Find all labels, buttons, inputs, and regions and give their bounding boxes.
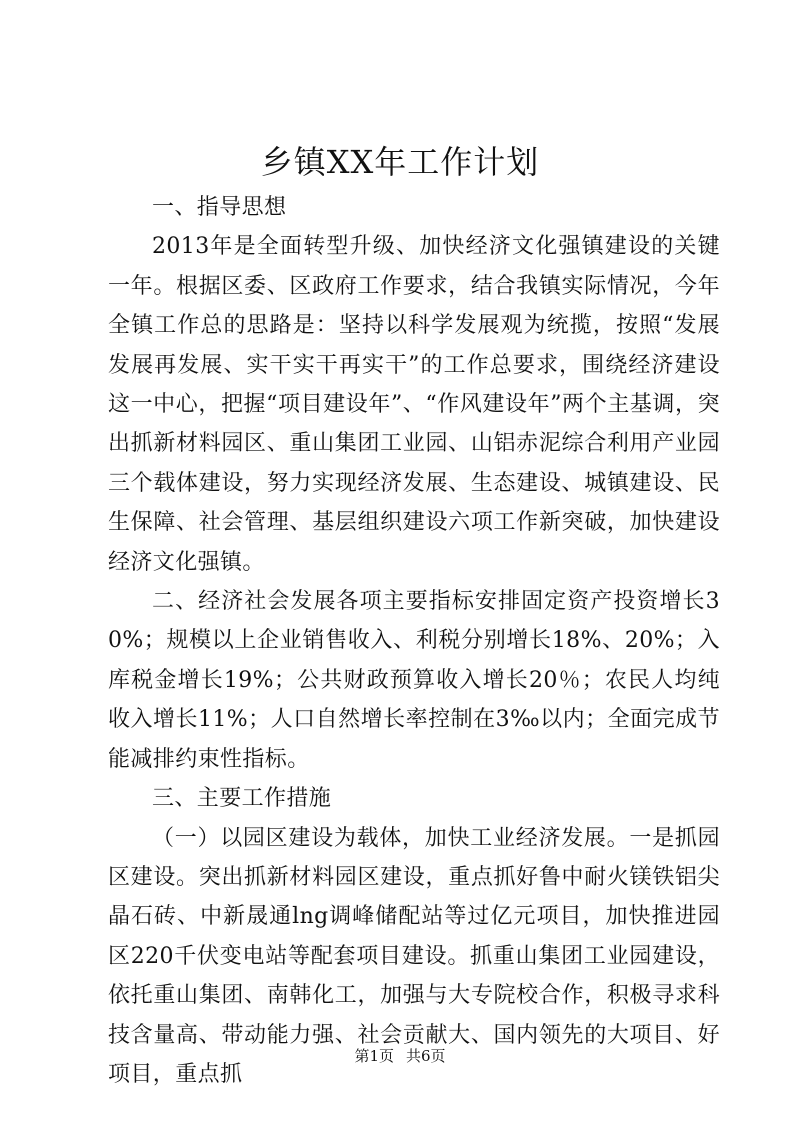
paragraph-main-indicators: 二、经济社会发展各项主要指标安排固定资产投资增长30%；规模以上企业销售收入、利税分别增长18%、20%；入库税金增长19%；公共财政预算收入增长20％；农民人均纯收入增长11%；人口自然增长率控制在3‰以内；全面完成节能减排约束性指标。 <box>108 589 720 772</box>
section-heading-guiding-thought: 一、指导思想 <box>152 195 287 220</box>
document-title: 乡镇XX年工作计划 <box>260 143 540 181</box>
document-body <box>108 188 720 1094</box>
section-heading-main-measures: 三、主要工作措施 <box>152 786 332 812</box>
paragraph-industrial-development: （一）以园区建设为载体，加快工业经济发展。一是抓园区建设。突出抓新材料园区建设，重点抓好鲁中耐火镁铁铝尖晶石砖、中新晟通lng调峰储配站等过亿元项目，加快推进园区220千伏变电站等配套项目建设。抓重山集团工业园建设，依托重山集团、南韩化工，加强与大专院校合作，积极寻求科技含量高、带动能力强、社会贡献大、国内领先的大项目、好项目，重点抓 <box>108 825 720 1087</box>
page-total: 共6页 <box>406 1047 446 1065</box>
paragraph-guiding-thought: 2013年是全面转型升级、加快经济文化强镇建设的关键一年。根据区委、区政府工作要求，结合我镇实际情况，今年全镇工作总的思路是：坚持以科学发展观为统揽，按照“发展发展再发展、实干实干再实干”的工作总要求，围绕经济建设这一中心，把握“项目建设年”、“作风建设年”两个主基调，突出抓新材料园区、重山集团工业园、山铝赤泥综合利用产业园三个载体建设，努力实现经济发展、生态建设、城镇建设、民生保障、社会管理、基层组织建设六项工作新突破，加快建设经济文化强镇。 <box>108 234 720 575</box>
page-number: 第1页 <box>354 1047 394 1065</box>
page-footer <box>0 1046 800 1066</box>
